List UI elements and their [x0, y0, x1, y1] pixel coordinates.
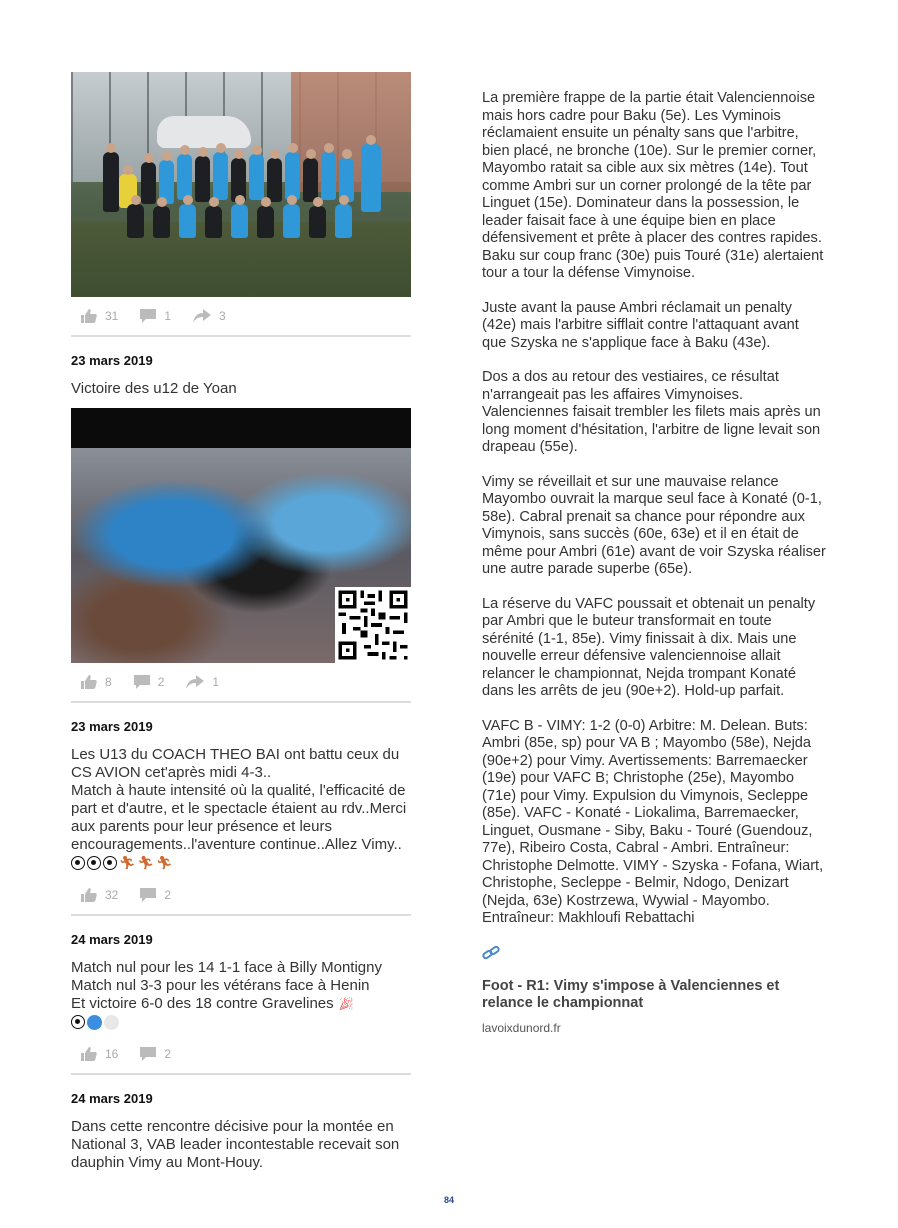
video-thumbnail[interactable]	[71, 408, 411, 663]
like-count: 32	[105, 888, 119, 902]
comment-count: 2	[164, 888, 172, 902]
left-column	[71, 72, 411, 1182]
post-text: Match à haute intensité où la qualité, l'efficacité de part et d'autre, et le spectacle étaient au rdv..Merci aux parents pour leur présence et leurs encouragements..l'aventure continue..Allez Vimy..	[71, 782, 407, 853]
comment-icon	[140, 309, 156, 323]
qr-code	[335, 587, 411, 663]
chain-link-icon	[482, 945, 826, 966]
post-date: 23 mars 2019	[71, 353, 153, 368]
post-text	[71, 995, 411, 1013]
soccer-ball-icon	[71, 1015, 85, 1029]
article-link-source[interactable]: lavoixdunord.fr	[482, 1020, 561, 1035]
comment-icon	[140, 1047, 156, 1061]
like-button[interactable]	[81, 888, 118, 902]
post-date: 24 mars 2019	[71, 1091, 153, 1106]
party-popper-icon: 🎉︎	[337, 996, 355, 1011]
comment-button[interactable]	[140, 888, 171, 902]
article-paragraph: Dos a dos au retour des vestiaires, ce résultat n'arrangeait pas les affaires Vimynoises. Valenciennes faisait trembler les filets mais après un long moment d'hésitation, l'arbitre de ligne levait son drapeau (55e).	[482, 369, 821, 455]
like-count: 8	[105, 675, 112, 689]
article-paragraph: La première frappe de la partie était Valenciennoise mais hors cadre pour Baku (5e). Les Vyminois réclamaient ensuite un pénalty sans que l'arbitre, bien placé, ne bronche (10e). Sur le premier corner, Mayombo ratait sa cible aux six mètres (14e). Tout comme Ambri sur un corner prolongé de la tête par Linguet (15e). Dominateur dans la possession, le leader faisait face à une équipe bien en place défensivement et prête à placer des contres rapides. Baku sur coup franc (30e) puis Touré (31e) alertaient tour a tour la défense Vimynoise.	[482, 90, 824, 281]
article-paragraph: La réserve du VAFC poussait et obtenait un penalty par Ambri que le buteur transformait en toute sérénité (1-1, 85e). Vimy finissait à dix. Mais une nouvelle erreur défensive valenciennoise allait relancer le championnat, Nejda trompant Konaté dans les arrêts de jeu (90e+2). Hold-up parfait.	[482, 595, 816, 699]
article-paragraph: Vimy se réveillait et sur une mauvaise relance Mayombo ouvrait la marque seul face à Konaté (0-1, 58e). Cabral prenait sa chance pour répondre aux Vimynois, sans succès (60e, 63e) et il en était de même pour Ambri (61e) avant de voir Szyska réaliser une autre parade superbe (65e).	[482, 473, 826, 577]
like-button[interactable]	[81, 1047, 118, 1061]
thumbs-up-icon	[81, 675, 97, 689]
share-arrow-icon	[193, 309, 211, 323]
white-circle-icon	[104, 1015, 119, 1030]
thumbs-up-icon	[81, 888, 97, 902]
page-number: 84	[443, 1195, 454, 1205]
like-button[interactable]	[81, 309, 118, 323]
share-button[interactable]	[186, 675, 219, 689]
post-text: Match nul pour les 14 1-1 face à Billy Montigny	[71, 959, 382, 976]
post-text: Les U13 du COACH THEO BAI ont battu ceux du CS AVION cet'après midi 4-3..	[71, 746, 400, 781]
emoji-row	[71, 1013, 411, 1031]
soccer-ball-icon	[71, 856, 85, 870]
runner-icon: 🏃︎	[119, 855, 136, 870]
post-text: Victoire des u12 de Yoan	[71, 380, 237, 397]
post-stats	[71, 297, 411, 337]
share-button[interactable]	[193, 309, 226, 323]
soccer-ball-icon	[87, 856, 101, 870]
post-text-line: Et victoire 6-0 des 18 contre Gravelines	[71, 995, 334, 1012]
article-paragraph: VAFC B - VIMY: 1-2 (0-0) Arbitre: M. Delean. Buts: Ambri (85e, sp) pour VA B ; Mayombo (58e), Nejda (90e+2) pour Vimy. Avertissements: Barremaecker (19e) pour VAFC B; Christophe (25e), Mayombo (71e) pour Vimy. Expulsion du Vimynois, Secleppe (85e). VAFC - Konaté - Liokalima, Barremaecker, Linguet, Ousmane - Siby, Baku - Touré (Guendouz, 77e), Ribeiro Costa, Cabral - Ambri. Entraîneur: Christophe Delmotte. VIMY - Szyska - Fofana, Wiart, Christophe, Secleppe - Belmir, Ndogo, Denizart (Nejda, 63e) Kostrzewa, Wywial - Mayombo. Entraîneur: Makhloufi Rebattachi	[482, 717, 824, 926]
post-text: Match nul 3-3 pour les vétérans face à Henin	[71, 977, 370, 994]
thumbs-up-icon	[81, 309, 97, 323]
article-paragraph: Juste avant la pause Ambri réclamait un penalty (42e) mais l'arbitre sifflait contre l'attaquant avant que Szyska ne s'applique face à Baku (43e).	[482, 299, 799, 351]
runner-icon: 🏃︎	[156, 855, 173, 870]
comment-icon	[140, 888, 156, 902]
post-stats	[71, 663, 411, 703]
like-count: 16	[105, 1047, 119, 1061]
soccer-ball-icon	[103, 856, 117, 870]
share-count: 1	[212, 675, 220, 689]
post-stats	[71, 1035, 411, 1075]
comment-count: 2	[164, 1047, 172, 1061]
emoji-row	[71, 854, 411, 872]
like-count: 31	[105, 309, 119, 323]
post-text: Dans cette rencontre décisive pour la montée en National 3, VAB leader incontestable recevait son dauphin Vimy au Mont-Houy.	[71, 1118, 400, 1171]
right-column	[482, 90, 826, 1035]
comment-button[interactable]	[134, 675, 165, 689]
article-link-title[interactable]: Foot - R1: Vimy s'impose à Valenciennes et relance le championnat	[482, 977, 780, 1011]
post-date: 23 mars 2019	[71, 719, 153, 734]
comment-count: 1	[164, 309, 172, 323]
comment-button[interactable]	[140, 309, 171, 323]
comment-button[interactable]	[140, 1047, 171, 1061]
thumbs-up-icon	[81, 1047, 97, 1061]
post-date: 24 mars 2019	[71, 932, 153, 947]
comment-icon	[134, 675, 150, 689]
share-arrow-icon	[186, 675, 204, 689]
share-count: 3	[219, 309, 226, 323]
comment-count: 2	[157, 675, 165, 689]
post-stats	[71, 876, 411, 916]
like-button[interactable]	[81, 675, 112, 689]
team-photo	[71, 72, 411, 297]
blue-circle-icon	[87, 1015, 102, 1030]
runner-icon: 🏃︎	[137, 855, 155, 870]
